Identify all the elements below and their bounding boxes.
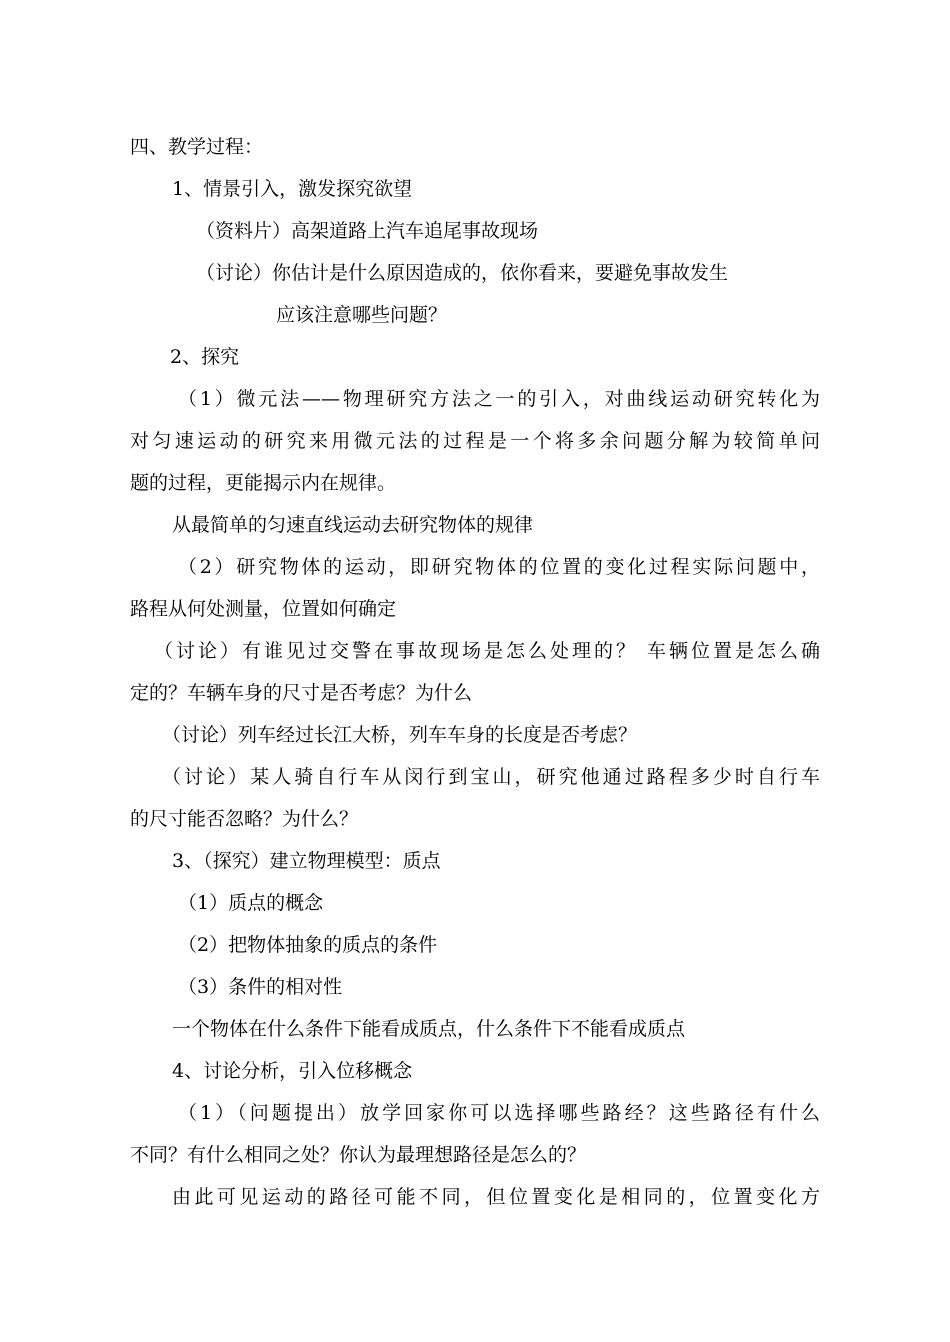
paragraph-line: （讨论）某人骑自行车从闵行到宝山，研究他通过路程多少时自行车 (162, 766, 820, 788)
paragraph-line: （讨论）列车经过长江大桥，列车车身的长度是否考虑？ (162, 724, 638, 746)
paragraph-line: 从最简单的匀速直线运动去研究物体的规律 (172, 514, 534, 536)
paragraph-line: （2）研究物体的运动，即研究物体的位置的变化过程实际问题中， (178, 556, 820, 578)
paragraph-line: （讨论）有谁见过交警在事故现场是怎么处理的？ 车辆位置是怎么确 (154, 640, 820, 662)
paragraph-line: （讨论）你估计是什么原因造成的，依你看来，要避免事故发生 (196, 262, 729, 284)
paragraph-line: 定的？车辆车身的尺寸是否考虑？为什么 (130, 682, 473, 704)
paragraph-line: （1）微元法——物理研究方法之一的引入，对曲线运动研究转化为 (178, 388, 820, 410)
subheading-2: 2、探究 (170, 346, 240, 368)
paragraph-line: （1）（问题提出）放学回家你可以选择哪些路经？这些路径有什么 (178, 1102, 820, 1124)
paragraph-line: 由此可见运动的路径可能不同，但位置变化是相同的，位置变化方 (172, 1186, 820, 1208)
paragraph-line: 的尺寸能否忽略？为什么？ (130, 808, 359, 830)
subheading-1: 1、情景引入，激发探究欲望 (172, 178, 413, 200)
paragraph-line: 对匀速运动的研究来用微元法的过程是一个将多余问题分解为较简单问 (130, 430, 820, 452)
paragraph-line: 不同？有什么相同之处？你认为最理想路径是怎么的？ (130, 1144, 587, 1166)
paragraph-line: 题的过程，更能揭示内在规律。 (130, 472, 397, 494)
paragraph-line: （3）条件的相对性 (178, 976, 343, 998)
paragraph-line: （2）把物体抽象的质点的条件 (178, 934, 438, 956)
paragraph-line: （1）质点的概念 (178, 892, 324, 914)
subheading-4: 4、讨论分析，引入位移概念 (172, 1060, 413, 1082)
paragraph-line: 一个物体在什么条件下能看成质点，什么条件下不能看成质点 (172, 1018, 686, 1040)
section-heading: 四、教学过程： (130, 136, 264, 158)
paragraph-line: 路程从何处测量，位置如何确定 (130, 598, 397, 620)
subheading-3: 3、（探究）建立物理模型：质点 (172, 850, 441, 872)
paragraph-line: 应该注意哪些问题？ (276, 304, 448, 326)
paragraph-line: （资料片）高架道路上汽车追尾事故现场 (196, 220, 539, 242)
